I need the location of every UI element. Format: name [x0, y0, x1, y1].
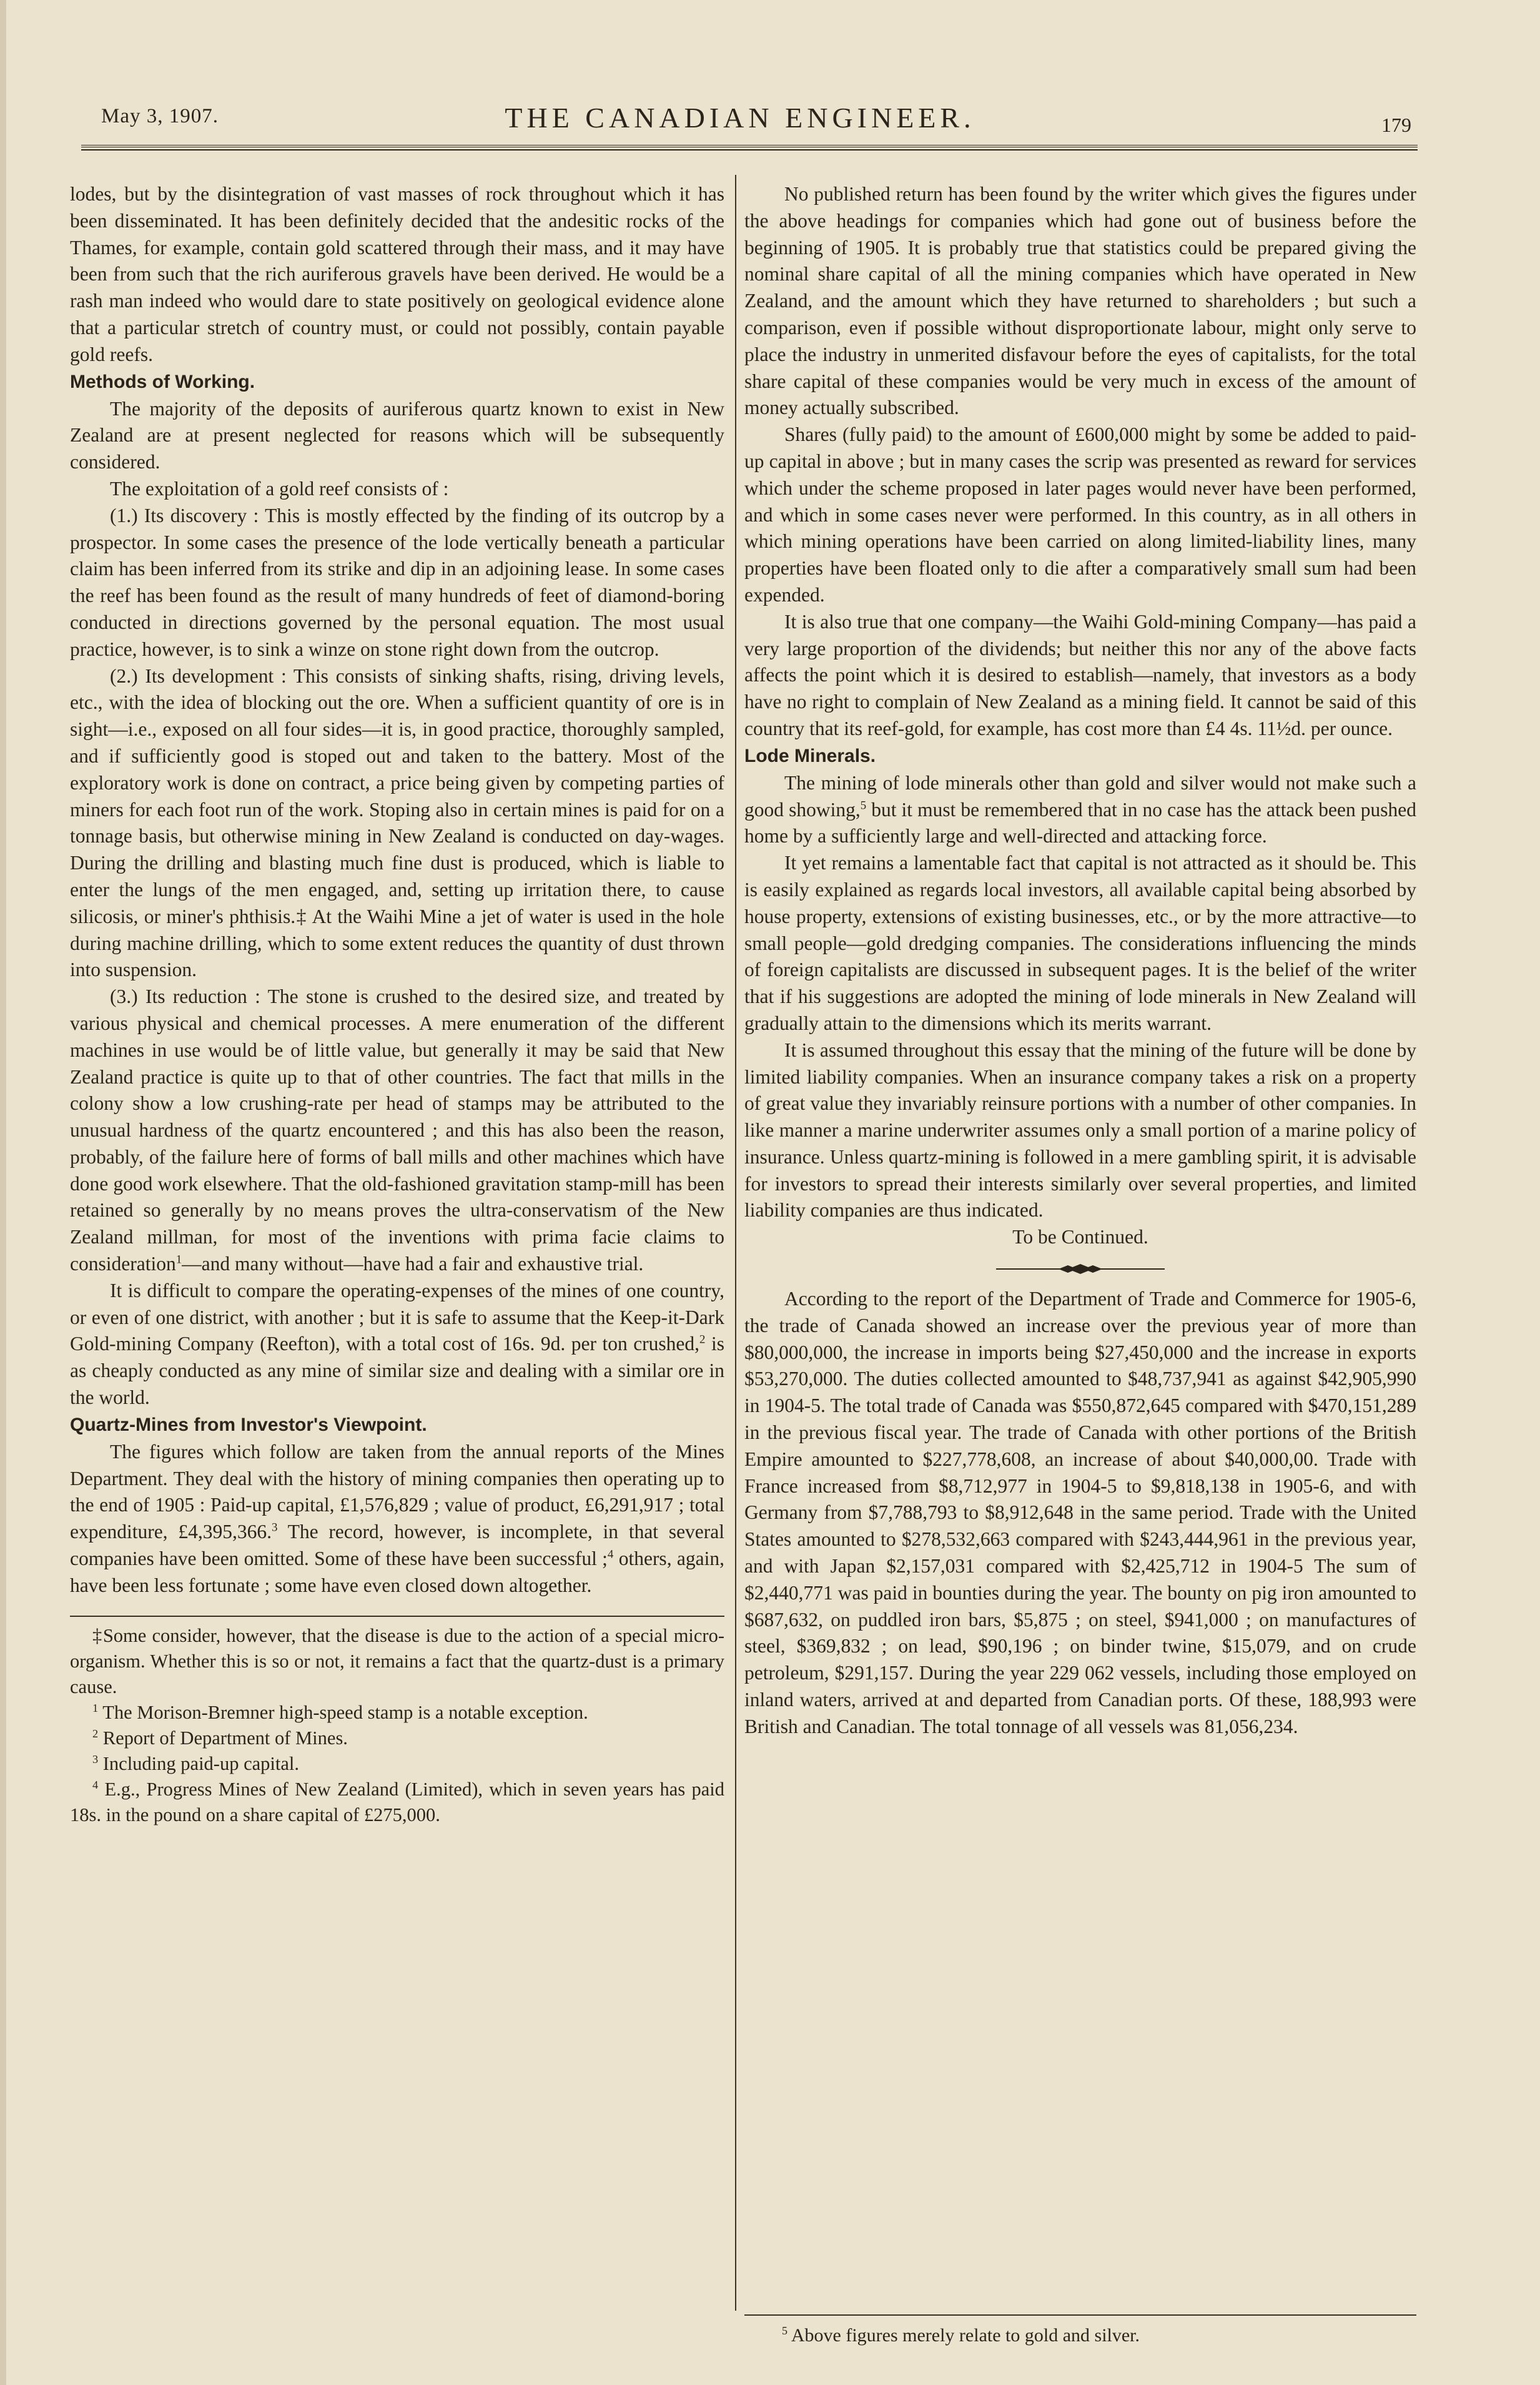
- footnotes: [70, 1616, 724, 1828]
- ornament-icon: [996, 1263, 1165, 1275]
- text: Above figures merely relate to gold and silver.: [787, 2325, 1140, 2346]
- footnote-marker: 1: [175, 1253, 182, 1267]
- footnote-marker: 2: [699, 1333, 706, 1346]
- paragraph: No published return has been found by the writer which gives the figures under the above headings for companies which had gone out of business before the beginning of 1905. It is probably true that statistics could be prepared giving the nominal share capital of all the mining companies which have operated in New Zealand, and the amount which they have returned to shareholders ; but such a comparison, even if possible without disproportionate labour, might only serve to place the industry in unmerited disfavour before the eyes of capitalists, for the total share capital of these companies would be very much in excess of the amount of money actually subscribed.: [744, 183, 1416, 419]
- text: —and many without—have had a fair and exhaustive trial.: [182, 1253, 644, 1275]
- paragraph: [70, 1439, 724, 1599]
- header-rule: [81, 145, 1418, 151]
- page-header: [69, 102, 1411, 149]
- text: It is difficult to compare the operating-expenses of the mines of one country, or even of one district, with another ; but it is safe to assume that the Keep-it-Dark Gold-mining Company (Reefton), with a total cost of 16s. 9d. per ton crushed,: [70, 1279, 724, 1355]
- text: The mining of lode minerals other than gold and silver would not make such a good showing,: [744, 771, 1416, 821]
- paragraph: The exploitation of a gold reef consists of :: [110, 477, 449, 500]
- paragraph: It is assumed throughout this essay that the mining of the future will be done by limited liability companies. When an insurance company takes a risk on a property of great value they invariably reinsure portions with a number of other companies. In like manner a marine underwriter assumes only a small portion of a marine policy of insurance. Unless quartz-mining is followed in a mere gambling spirit, it is advisable for investors to spread their interests similarly over several properties, and limited liability companies are thus indicated.: [744, 1039, 1416, 1222]
- paragraph: [70, 1278, 724, 1411]
- section-heading-lode-minerals: Lode Minerals.: [744, 745, 876, 766]
- text: Including paid-up capital.: [98, 1752, 299, 1774]
- paragraph: It yet remains a lamentable fact that capital is not attracted as it should be. This is easily explained as regards local investors, all available capital being absorbed by house property, extensions of existing businesses, etc., or by the more attractive—to small people—gold dredging companies. The considerations influencing the minds of foreign capitalists are discussed in subsequent pages. It is the belief of the writer that if his suggestions are adopted the mining of lode minerals in New Zealand will gradually attain to the dimensions which its merits warrant.: [744, 852, 1416, 1034]
- footnote-marker: 5: [860, 799, 867, 812]
- footnote-marker: 4: [607, 1548, 614, 1561]
- column-divider: [735, 175, 736, 2311]
- footnote-number: 4: [92, 1778, 99, 1791]
- footnote: [70, 1700, 724, 1726]
- right-footnote: [744, 2314, 1416, 2348]
- section-heading-methods: Methods of Working.: [70, 371, 255, 392]
- text: The Morison-Bremner high-speed stamp is a notable exception.: [98, 1701, 588, 1723]
- footnote-number: 2: [92, 1727, 99, 1740]
- paragraph: According to the report of the Department of Trade and Commerce for 1905-6, the trade of Canada showed an increase over the previous year of more than $80,000,000, the increase in imports being $27,450,000 and the increase in exports $53,270,000. The duties collected amounted to $48,737,941 as against $42,905,990 in 1904-5. The total trade of Canada was $550,872,645 compared with $470,151,289 in the previous fiscal year. The trade of Canada with other portions of the British Empire amounted to $227,778,608, an increase of about $40,000,00. Trade with France increased from $8,712,977 in 1904-5 to $9,818,138 in 1905-6, and with Germany from $7,788,793 to $8,912,648 in the same period. Trade with the United States amounted to $278,532,663 compared with $243,444,961 in the previous year, and with Japan $2,157,031 compared with $2,425,712 in 1904-5 The sum of $2,440,771 was paid in bounties during the year. The bounty on pig iron amounted to $687,632, on puddled iron bars, $5,875 ; on steel, $941,000 ; on manufactures of steel, $369,832 ; on lead, $90,196 ; on binder twine, $15,079, and on crude petroleum, $291,157. During the year 229 062 vessels, including those employed on inland waters, arrived at and departed from Canadian ports. Of these, 188,993 were British and Canadian. The total tonnage of all vessels was 81,056,234.: [744, 1288, 1416, 1737]
- paragraph: The majority of the deposits of auriferous quartz known to exist in New Zealand are at present neglected for reasons which will be subsequently considered.: [70, 397, 724, 473]
- page-edge: [0, 0, 6, 2385]
- paragraph: Shares (fully paid) to the amount of £600,000 might by some be added to paid-up capital in above ; but in many cases the scrip was presented as reward for services which under the scheme proposed in later pages would never have been performed, and which in some cases never were performed. In this country, as in all others in which mining operations have been carried on along limited-liability lines, many properties have been floated only to die after a comparatively small sum had been expended.: [744, 423, 1416, 606]
- footnote-number: 5: [782, 2324, 787, 2337]
- text: others, again, have been less fortunate ; some have even closed down altogether.: [70, 1548, 724, 1596]
- journal-title: THE CANADIAN ENGINEER.: [505, 102, 975, 134]
- footnote: [70, 1726, 724, 1751]
- footnote-marker: 3: [271, 1521, 278, 1534]
- footnote-number: 3: [92, 1752, 99, 1765]
- ornament-divider: [744, 1256, 1416, 1268]
- text: (3.) Its reduction : The stone is crushed to the desired size, and treated by various physical and chemical processes. A mere enumeration of the different machines in use would be of little value, but generally it may be said that New Zealand practice is quite up to that of other countries. The fact that mills in the colony show a low crushing-rate per head of stamps may be attributed to the unusual hardness of the quartz encountered ; and this has also been the reason, probably, of the failure here of forms of ball mills and other machines which have done good work elsewhere. That the old-fashioned gravitation stamp-mill has been retained so generally by no means proves the ultra-conservatism of the New Zealand millman, for most of the inventions with prima facie claims to consideration: [70, 985, 724, 1275]
- right-column: [744, 181, 1416, 1741]
- paragraph: [70, 984, 724, 1278]
- text: is as cheaply conducted as any mine of similar size and dealing with a similar ore in the world.: [70, 1333, 724, 1409]
- text: but it must be remembered that in no case has the attack been pushed home by a sufficiently large and well-directed and attacking force.: [744, 798, 1416, 847]
- left-column: [70, 181, 724, 1828]
- paragraph: [744, 770, 1416, 850]
- footnote: [70, 1777, 724, 1828]
- paragraph: (2.) Its development : This consists of sinking shafts, rising, driving levels, etc., with the idea of blocking out the ore. When a sufficient quantity of ore is in sight—i.e., exposed on all four sides—it is, in good practice, thoroughly sampled, and if sufficiently good is stoped out and taken to the battery. Most of the exploratory work is done on contract, a price being given by competing parties of miners for each foot run of the work. Stoping also in certain mines is paid for on a tonnage basis, but otherwise mining in New Zealand is conducted on day-wages. During the drilling and blasting much fine dust is produced, which is liable to enter the lungs of the men engaged, and, setting up irritation there, to cause silicosis, or miner's phthisis.‡ At the Waihi Mine a jet of water is used in the hole during machine drilling, which to some extent reduces the quantity of dust thrown into suspension.: [70, 664, 724, 981]
- paragraph: (1.) Its discovery : This is mostly effected by the finding of its outcrop by a prospector. In some cases the presence of the lode vertically beneath a particular claim has been inferred from its strike and dip in an adjoining lease. In some cases the reef has been found as the result of many hundreds of feet of diamond-boring conducted in directions governed by the personal equation. The most usual practice, however, is to sink a winze on stone right down from the outcrop.: [70, 504, 724, 660]
- issue-date: May 3, 1907.: [101, 105, 219, 127]
- to-be-continued: To be Continued.: [1012, 1226, 1148, 1248]
- text: The figures which follow are taken from the annual reports of the Mines Department. They deal with the history of mining companies then operating up to the end of 1905 : Paid-up capital, £1,576,829 ; value of product, £6,291,917 ; total expenditure, £4,395,366.: [70, 1440, 724, 1543]
- page-number: 179: [1381, 114, 1411, 136]
- footnote: ‡Some consider, however, that the disease is due to the action of a special micro-organism. Whether this is so or not, it remains a fact that the quartz-dust is a primary cause.: [70, 1624, 724, 1697]
- paragraph: lodes, but by the disintegration of vast masses of rock throughout which it has been disseminated. It has been definitely decided that the andesitic rocks of the Thames, for example, contain gold scattered through their mass, and it may have been from such that the rich auriferous gravels have been derived. He would be a rash man indeed who would dare to state positively on geological evidence alone that a particular stretch of country must, or could not possibly, contain payable gold reefs.: [70, 183, 724, 365]
- footnote: [70, 1751, 724, 1777]
- paragraph: It is also true that one company—the Waihi Gold-mining Company—has paid a very large proportion of the dividends; but neither this nor any of the above facts affects the point which it is desired to establish—namely, that investors as a body have no right to complain of New Zealand as a mining field. It cannot be said of this country that its reef-gold, for example, has cost more than £4 4s. 11½d. per ounce.: [744, 610, 1416, 739]
- text: Report of Department of Mines.: [98, 1727, 348, 1749]
- section-heading-quartz-mines: Quartz-Mines from Investor's Viewpoint.: [70, 1414, 427, 1435]
- text: The record, however, is incomplete, in that several companies have been omitted. Some of these have been successful ;: [70, 1521, 724, 1570]
- text: E.g., Progress Mines of New Zealand (Limited), which in seven years has paid 18s. in the pound on a share capital of £275,000.: [70, 1778, 724, 1825]
- footnote-number: 1: [92, 1701, 99, 1714]
